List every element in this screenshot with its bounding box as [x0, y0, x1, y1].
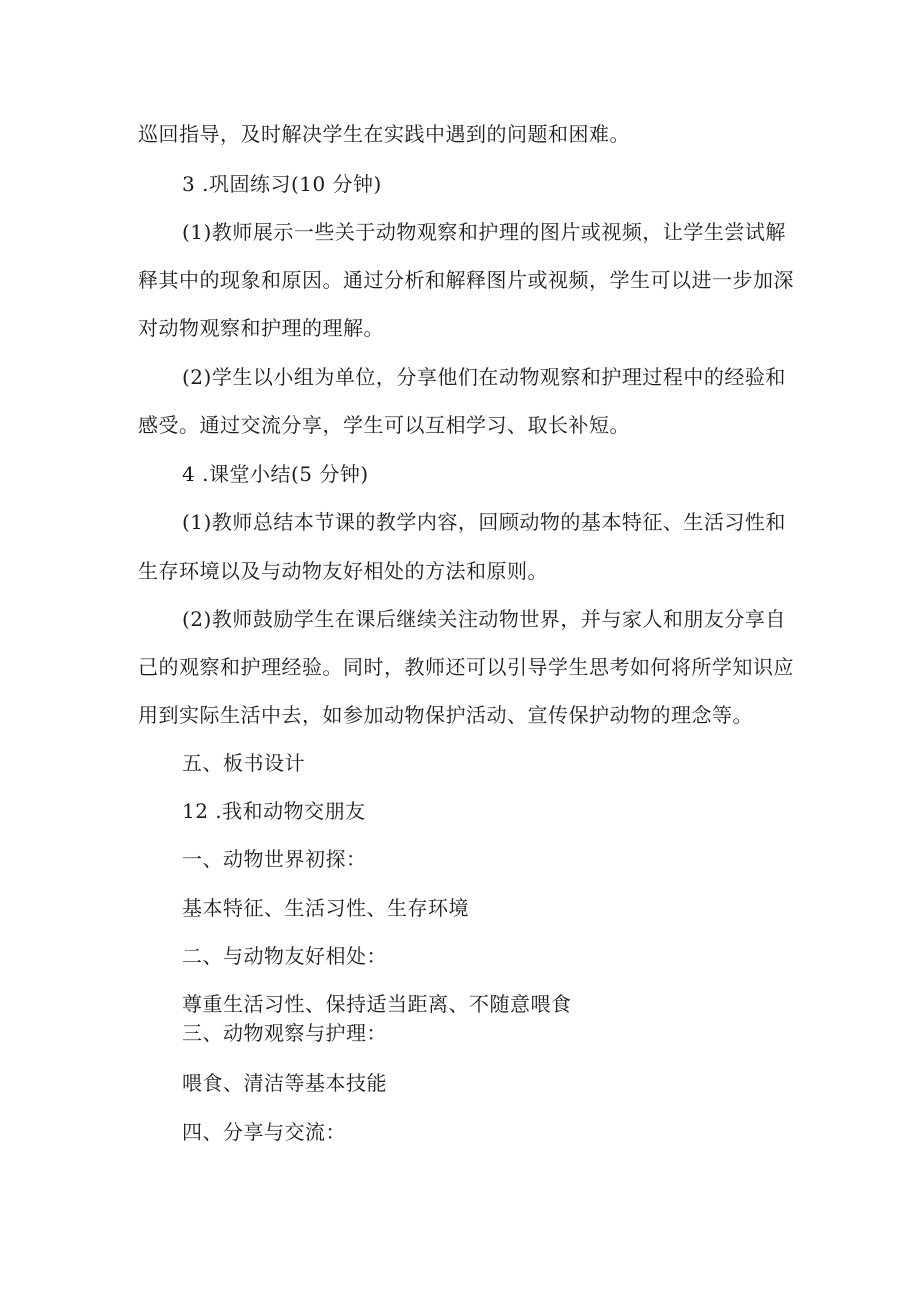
section-heading: 五、板书设计 [182, 751, 305, 775]
board-heading: 一、动物世界初探： [182, 847, 367, 871]
paragraph-line: 感受。通过交流分享，学生可以互相学习、取长补短。 [138, 413, 630, 437]
paragraph-line: 用到实际生活中去，如参加动物保护活动、宣传保护动物的理念等。 [138, 703, 753, 727]
board-title: 12 .我和动物交朋友 [182, 799, 366, 823]
paragraph-line: (1)教师总结本节课的教学内容，回顾动物的基本特征、生活习性和 [182, 510, 786, 534]
section-heading: 3 .巩固练习(10 分钟) [182, 172, 382, 196]
paragraph-line: (2)学生以小组为单位，分享他们在动物观察和护理过程中的经验和 [182, 365, 786, 389]
section-heading: 4 .课堂小结(5 分钟) [182, 462, 369, 486]
paragraph-line: 对动物观察和护理的理解。 [138, 316, 384, 340]
paragraph-line: 己的观察和护理经验。同时，教师还可以引导学生思考如何将所学知识应 [138, 655, 794, 679]
board-item: 尊重生活习性、保持适当距离、不随意喂食 [182, 992, 572, 1016]
board-heading: 四、分享与交流： [182, 1120, 346, 1144]
paragraph-line: (1)教师展示一些关于动物观察和护理的图片或视频，让学生尝试解 [182, 220, 786, 244]
board-item: 基本特征、生活习性、生存环境 [182, 896, 469, 920]
paragraph-line: (2)教师鼓励学生在课后继续关注动物世界，并与家人和朋友分享自 [182, 607, 786, 631]
paragraph-line: 生存环境以及与动物友好相处的方法和原则。 [138, 559, 548, 583]
board-heading: 三、动物观察与护理： [182, 1021, 387, 1045]
board-heading: 二、与动物友好相处： [182, 944, 387, 968]
paragraph-line: 释其中的现象和原因。通过分析和解释图片或视频，学生可以进一步加深 [138, 268, 794, 292]
paragraph-line: 巡回指导，及时解决学生在实践中遇到的问题和困难。 [138, 122, 630, 146]
board-item: 喂食、清洁等基本技能 [182, 1071, 387, 1095]
